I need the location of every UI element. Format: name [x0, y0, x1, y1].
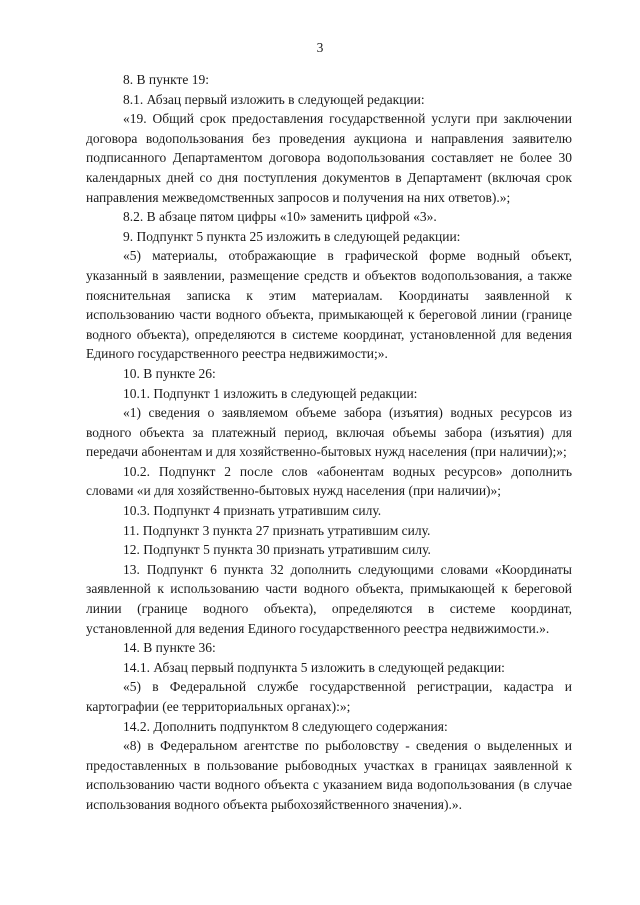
item-14-1-quote: «5) в Федеральной службе государственной регистрации, кадастра и картографии (ее территориальных органах):»;	[86, 679, 572, 714]
item-10-3: 10.3. Подпункт 4 признать утратившим силу.	[123, 503, 382, 519]
item-13: 13. Подпункт 6 пункта 32 дополнить следующими словами «Координаты заявленной к использованию части водного объекта, примыкающей к береговой линии (границе водного объекта), определяются в системе координат, установленной для ведения Единого государственного реестра недвижимости.».	[86, 561, 572, 636]
item-10-2: 10.2. Подпункт 2 после слов «абонентам водных ресурсов» дополнить словами «и для хозяйственно-бытовых нужд населения (при наличии)»;	[86, 463, 572, 499]
item-14-2-quote: «8) в Федеральном агентстве по рыболовству - сведения о выделенных и предоставленных в пользование рыбоводных участках в границах заявленной к использованию части водного объекта с указанием вида водопользования (в случае использования водного объекта рыбохозяйственного значения).».	[86, 738, 572, 812]
item-9-quote: «5) материалы, отображающие в графической форме водный объект, указанный в заявлении, размещение средств и объектов водопользования, а также пояснительная записка к этим материалам. Координаты заявленной к использованию части водного объекта, примыкающей к береговой линии (границе водного объекта), определяются в системе координат, установленной для ведения Единого государственного реестра недвижимости;».	[86, 248, 572, 362]
item-10-1: 10.1. Подпункт 1 изложить в следующей редакции:	[123, 385, 418, 401]
item-10-heading: 10. В пункте 26:	[123, 365, 216, 381]
item-10-1-quote: «1) сведения о заявляемом объеме забора (изъятия) водных ресурсов из водного объекта за платежный период, включая объемы забора (изъятия) для передачи абонентам и для хозяйственно-бытовых нужд населения (при наличии);»;	[86, 405, 572, 460]
item-8-1-quote: «19. Общий срок предоставления государственной услуги при заключении договора водопользования без проведения аукциона и направления заявителю подписанного Департаментом договора водопользования составляет не более 30 календарных дней со дня поступления документов в Департамент (включая срок направления межведомственных запросов и получения на них ответов).»;	[86, 111, 572, 205]
item-14-heading: 14. В пункте 36:	[123, 640, 216, 656]
item-8-heading: 8. В пункте 19:	[123, 72, 209, 87]
item-14-2: 14.2. Дополнить подпунктом 8 следующего содержания:	[123, 718, 448, 734]
page-number: 3	[316, 40, 324, 55]
item-8-2: 8.2. В абзаце пятом цифры «10» заменить цифрой «3».	[123, 209, 437, 225]
item-11: 11. Подпункт 3 пункта 27 признать утратившим силу.	[123, 522, 431, 538]
item-12: 12. Подпункт 5 пункта 30 признать утратившим силу.	[123, 542, 431, 558]
item-14-1: 14.1. Абзац первый подпункта 5 изложить в следующей редакции:	[123, 659, 505, 675]
document-body	[86, 70, 572, 815]
item-9: 9. Подпункт 5 пункта 25 изложить в следующей редакции:	[123, 228, 461, 244]
item-8-1: 8.1. Абзац первый изложить в следующей редакции:	[123, 91, 425, 107]
